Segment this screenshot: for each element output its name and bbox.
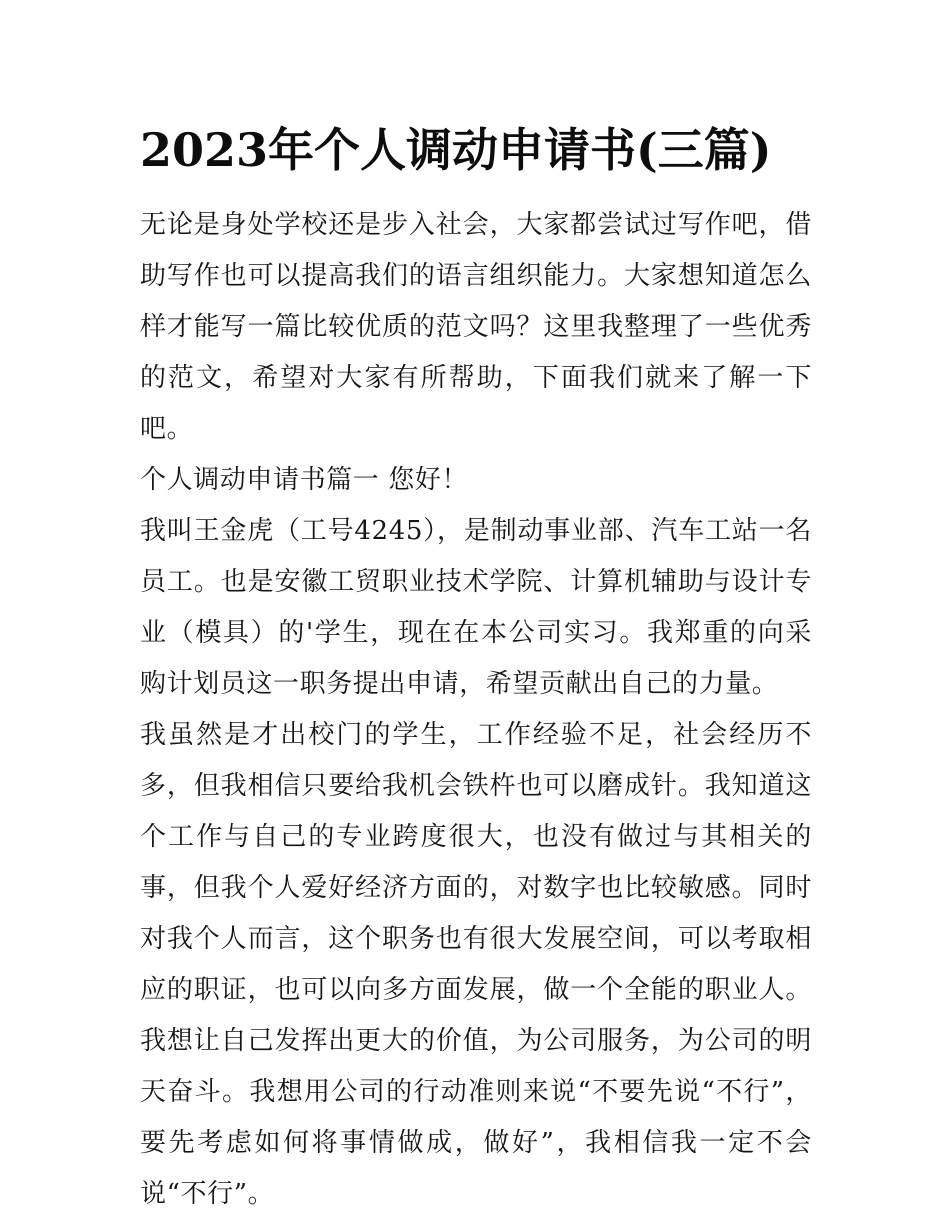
- document-title: 2023年个人调动申请书(三篇): [140, 123, 772, 177]
- document-page: [140, 118, 812, 1220]
- self-introduction-paragraph: 我叫王金虎（工号4245），是制动事业部、汽车工站一名员工。也是安徽工贸职业技术学院、计算机辅助与设计专业（模具）的'学生，现在在本公司实习。我郑重的向采购计划员这一职务提出申请，希望贡献出自己的力量。: [140, 516, 812, 699]
- motivation-paragraph: 我虽然是才出校门的学生，工作经验不足，社会经历不多，但我相信只要给我机会铁杵也可以磨成针。我知道这个工作与自己的专业跨度很大，也没有做过与其相关的事，但我个人爱好经济方面的，对数字也比较敏感。同时对我个人而言，这个职务也有很大发展空间，可以考取相应的职证，也可以向多方面发展，做一个全能的职业人。我想让自己发挥出更大的价值，为公司服务，为公司的明天奋斗。我想用公司的行动准则来说“不要先说“不行”，要先考虑如何将事情做成，做好”，我相信我一定不会说“不行”。: [140, 720, 812, 1209]
- intro-paragraph: 无论是身处学校还是步入社会，大家都尝试过写作吧，借助写作也可以提高我们的语言组织能力。大家想知道怎么样才能写一篇比较优质的范文吗？这里我整理了一些优秀的范文，希望对大家有所帮助，下面我们就来了解一下吧。: [140, 210, 812, 444]
- section-heading-paragraph: 个人调动申请书篇一 您好！: [140, 465, 469, 495]
